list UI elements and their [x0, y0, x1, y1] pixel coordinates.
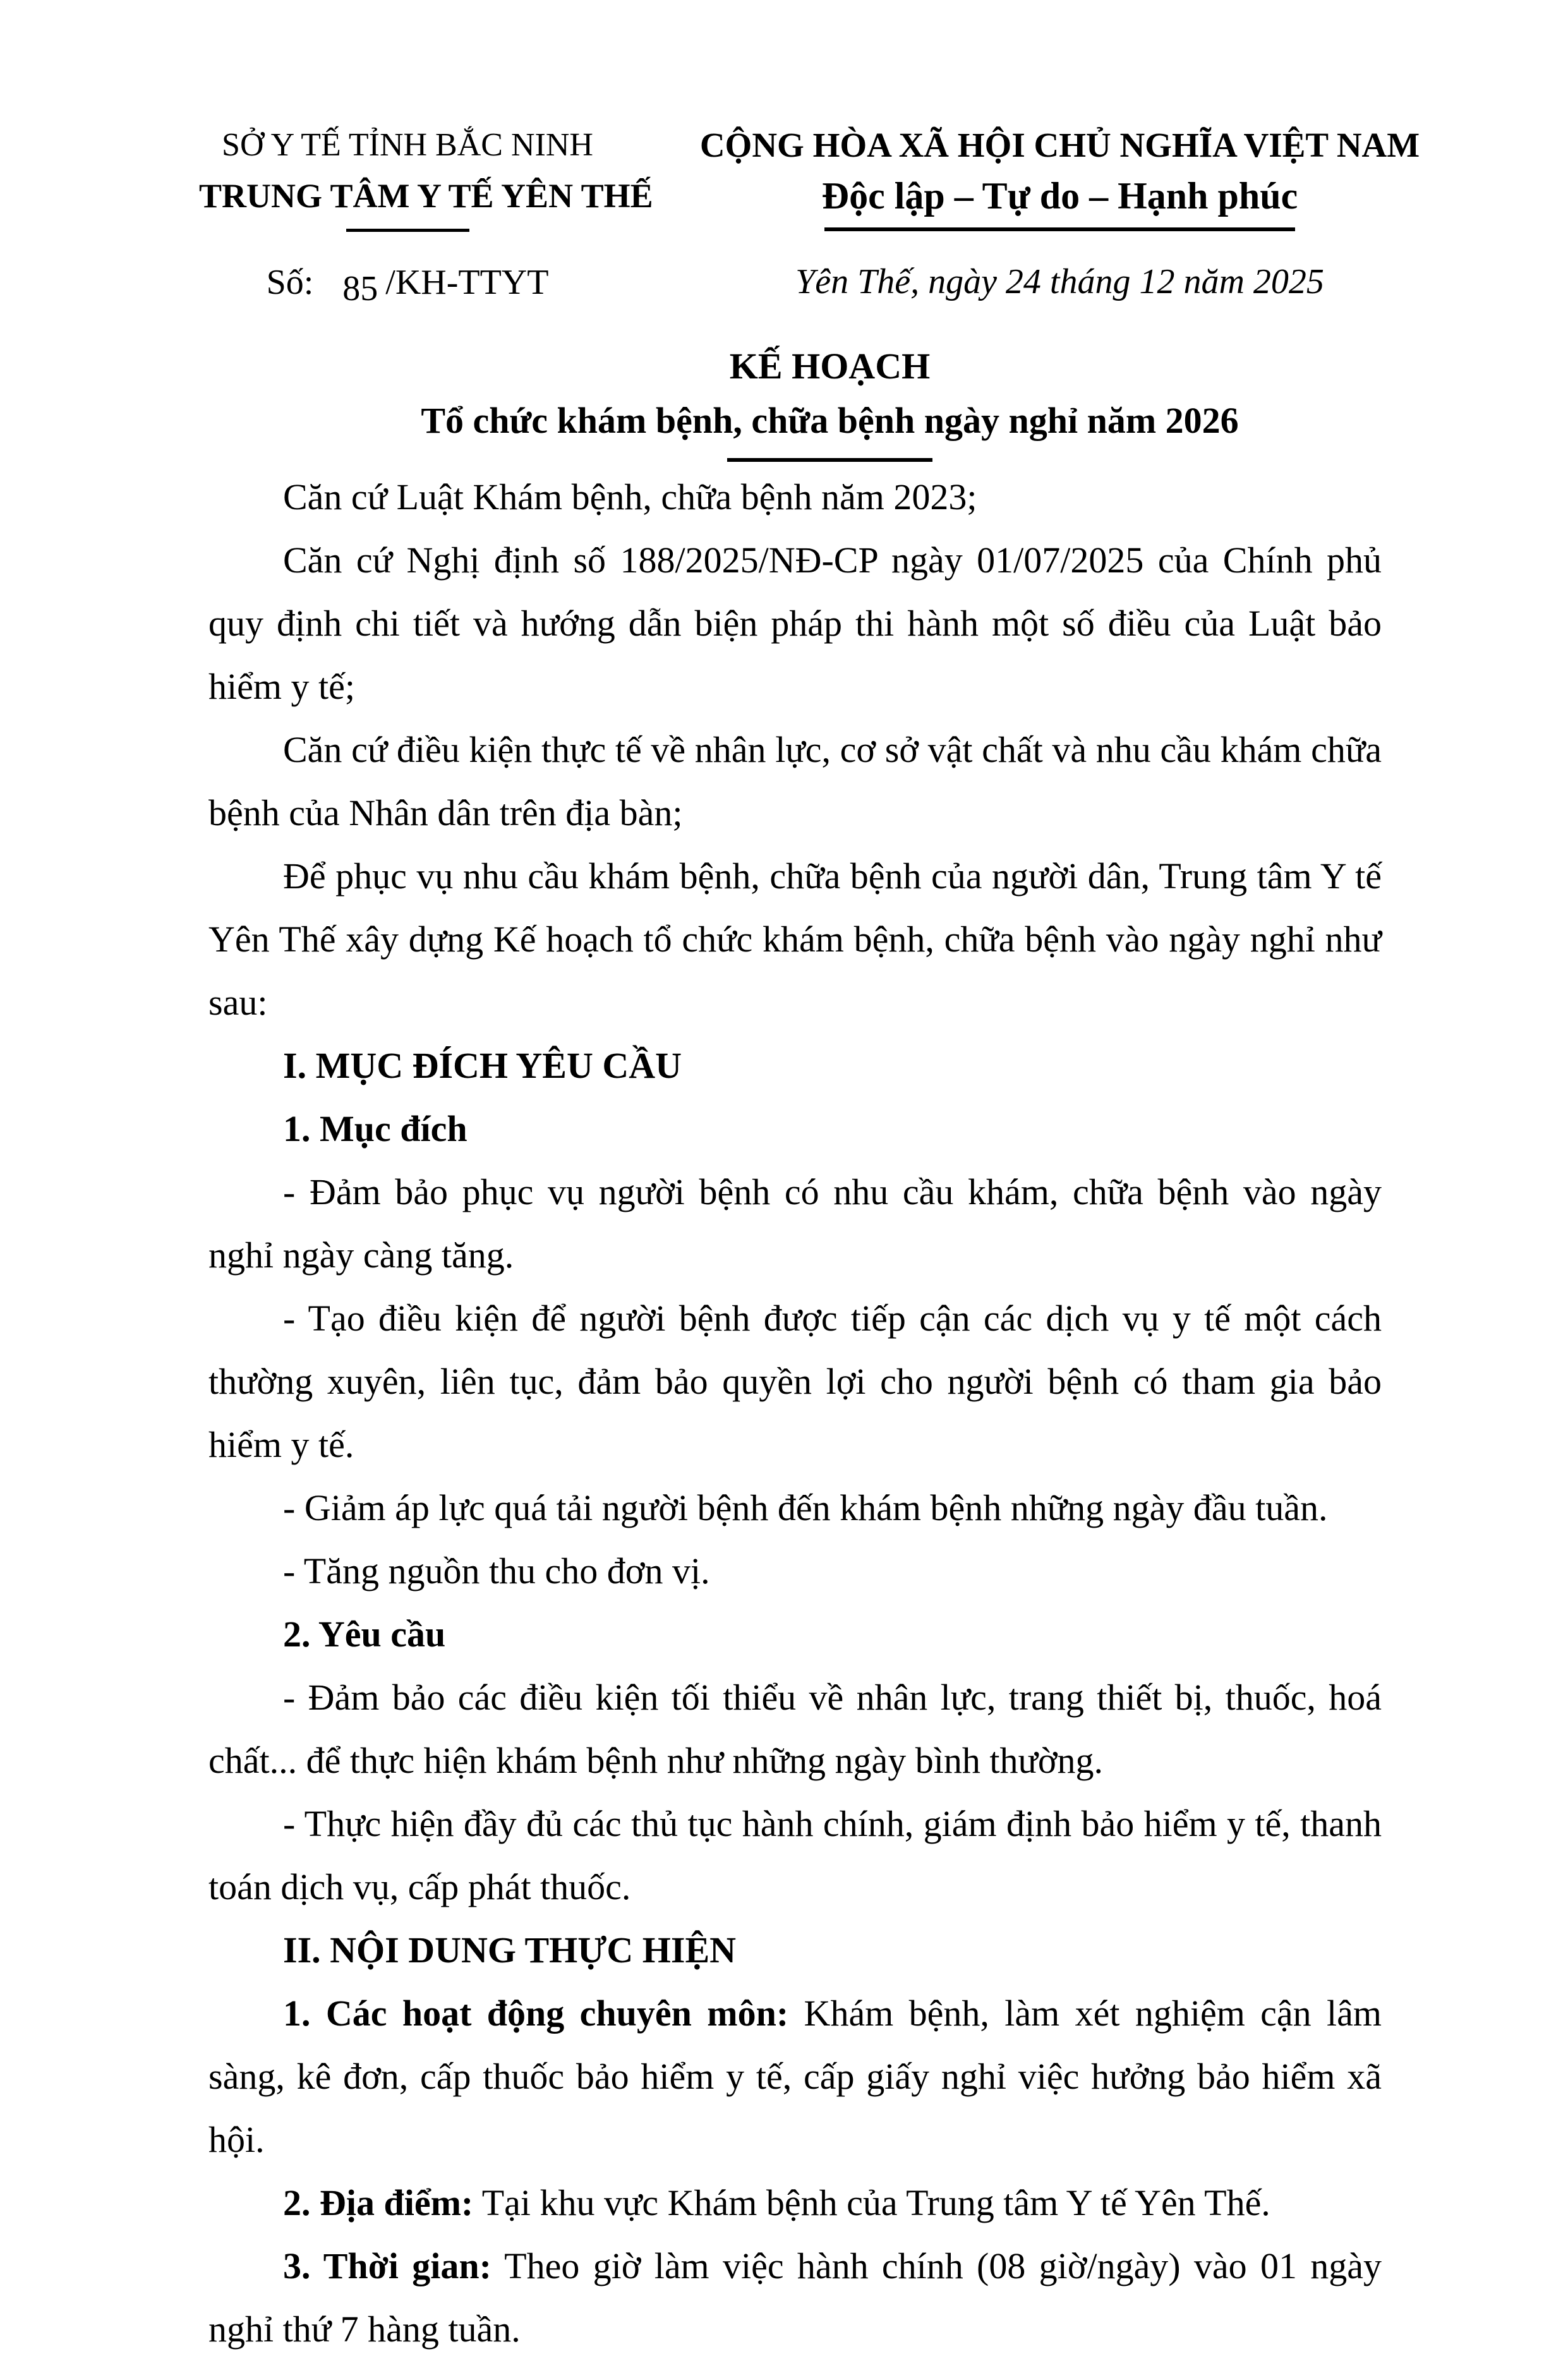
paragraph: - Thực hiện đầy đủ các thủ tục hành chính, giám định bảo hiểm y tế, thanh toán dịch vụ, cấp phát thuốc. [208, 1803, 1382, 1907]
motto-underline [824, 227, 1295, 231]
document-title: KẾ HOẠCH [729, 346, 931, 387]
parent-agency-name: SỞ Y TẾ TỈNH BẮC NINH [222, 127, 593, 163]
paragraph: - Đảm bảo phục vụ người bệnh có nhu cầu khám, chữa bệnh vào ngày nghỉ ngày càng tăng. [208, 1171, 1382, 1276]
paragraph: - Tăng nguồn thu cho đơn vị. [283, 1550, 710, 1591]
paragraph: - Đảm bảo các điều kiện tối thiểu về nhân lực, trang thiết bị, thuốc, hoá chất... để thực hiện khám bệnh như những ngày bình thường. [208, 1677, 1382, 1781]
document-title-block [208, 339, 1382, 462]
section-heading: 1. Mục đích [283, 1108, 467, 1149]
paragraph: 3. Thời gian: Theo giờ làm việc hành chính (08 giờ/ngày) vào 01 ngày nghỉ thứ 7 hàng tuần. [208, 2245, 1382, 2350]
paragraph: - Giảm áp lực quá tải người bệnh đến khám bệnh những ngày đầu tuần. [283, 1487, 1328, 1528]
document-body [208, 466, 1382, 2361]
motto-line: Độc lập – Tự do – Hạnh phúc [821, 175, 1298, 217]
paragraph: - Tạo điều kiện để người bệnh được tiếp cận các dịch vụ y tế một cách thường xuyên, liên tục, đảm bảo quyền lợi cho người bệnh có tham gia bảo hiểm y tế. [208, 1298, 1382, 1465]
paragraph: 2. Địa điểm: Tại khu vực Khám bệnh của Trung tâm Y tế Yên Thế. [283, 2182, 1270, 2223]
document-number-value: 85 [342, 269, 378, 308]
section-heading: II. NỘI DUNG THỰC HIỆN [283, 1929, 737, 1971]
section-heading: I. MỤC ĐÍCH YÊU CẦU [283, 1045, 682, 1086]
document-subtitle: Tổ chức khám bệnh, chữa bệnh ngày nghỉ năm 2026 [421, 400, 1239, 441]
document-number-prefix: Số: [266, 263, 314, 302]
document-header [199, 120, 1420, 308]
republic-title: CỘNG HÒA XÃ HỘI CHỦ NGHĨA VIỆT NAM [699, 126, 1420, 164]
paragraph: Căn cứ điều kiện thực tế về nhân lực, cơ sở vật chất và nhu cầu khám chữa bệnh của Nhân dân trên địa bàn; [208, 729, 1382, 833]
paragraph: Căn cứ Luật Khám bệnh, chữa bệnh năm 2023; [283, 476, 977, 517]
issuing-agency-block [199, 120, 653, 308]
paragraph: 1. Các hoạt động chuyên môn: Khám bệnh, làm xét nghiệm cận lâm sàng, kê đơn, cấp thuốc bảo hiểm y tế, cấp giấy nghỉ việc hưởng bảo hiểm xã hội. [208, 1993, 1382, 2160]
document-number-suffix: /KH-TTYT [385, 263, 549, 302]
place-date-line: Yên Thế, ngày 24 tháng 12 năm 2025 [795, 262, 1324, 301]
section-heading: 2. Yêu cầu [283, 1614, 446, 1655]
agency-name: TRUNG TÂM Y TẾ YÊN THẾ [199, 177, 653, 215]
paragraph: Để phục vụ nhu cầu khám bệnh, chữa bệnh của người dân, Trung tâm Y tế Yên Thế xây dựng Kế hoạch tổ chức khám bệnh, chữa bệnh vào ngày nghỉ như sau: [208, 855, 1382, 1023]
agency-underline [346, 229, 469, 232]
document-number-line [199, 257, 616, 308]
title-underline [727, 458, 932, 462]
national-motto-block [682, 120, 1437, 308]
paragraph: Căn cứ Nghị định số 188/2025/NĐ-CP ngày 01/07/2025 của Chính phủ quy định chi tiết và hướng dẫn biện pháp thi hành một số điều của Luật bảo hiểm y tế; [208, 540, 1382, 707]
